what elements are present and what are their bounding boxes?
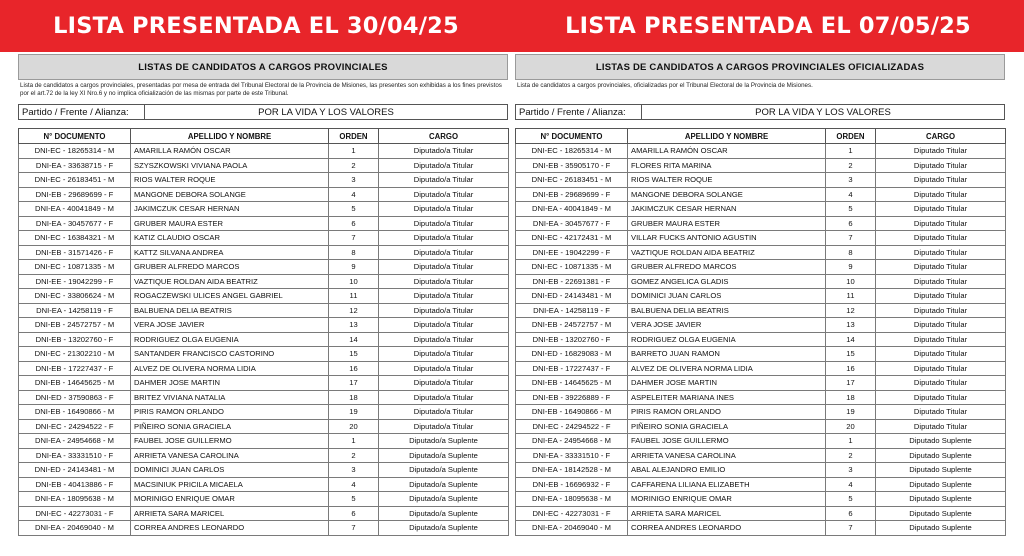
presented-list-panel [18,54,508,536]
table-header-row [19,129,509,144]
table-row [19,521,509,536]
column-header-documento: N° DOCUMENTO [516,129,628,144]
cell-cargo: Diputado Titular [876,361,1006,376]
cell-nombre: DOMINICI JUAN CARLOS [131,463,329,478]
cell-documento: DNI-EA - 33638715 - F [19,158,131,173]
cell-orden: 17 [826,376,876,391]
cell-nombre: ALVEZ DE OLIVERA NORMA LIDIA [628,361,826,376]
cell-nombre: JAKIMCZUK CESAR HERNAN [628,202,826,217]
cell-nombre: BARRETO JUAN RAMON [628,347,826,362]
cell-cargo: Diputado Titular [876,173,1006,188]
partido-label: Partido / Frente / Alianza: [19,105,145,119]
cell-nombre: PIÑEIRO SONIA GRACIELA [131,419,329,434]
table-row [516,477,1006,492]
cell-cargo: Diputado Suplente [876,477,1006,492]
cell-cargo: Diputado/a Suplente [379,521,509,536]
cell-cargo: Diputado Titular [876,419,1006,434]
cell-documento: DNI-EA - 14258119 - F [19,303,131,318]
table-row [19,463,509,478]
table-row [516,303,1006,318]
cell-nombre: RODRIGUEZ OLGA EUGENIA [628,332,826,347]
cell-nombre: VILLAR FUCKS ANTONIO AGUSTIN [628,231,826,246]
cell-documento: DNI-ED - 24143481 - M [516,289,628,304]
cell-cargo: Diputado Titular [876,260,1006,275]
cell-orden: 19 [329,405,379,420]
cell-orden: 5 [329,202,379,217]
cell-documento: DNI-EE - 19042299 - F [19,274,131,289]
right-candidates-table [515,128,1006,536]
cell-nombre: ARRIETA VANESA CAROLINA [628,448,826,463]
cell-cargo: Diputado/a Suplente [379,506,509,521]
cell-orden: 11 [826,289,876,304]
cell-nombre: DOMINICI JUAN CARLOS [628,289,826,304]
cell-documento: DNI-EB - 14645625 - M [516,376,628,391]
cell-cargo: Diputado Suplente [876,521,1006,536]
cell-orden: 2 [826,448,876,463]
cell-documento: DNI-EB - 14645625 - M [19,376,131,391]
table-row [516,376,1006,391]
cell-nombre: RIOS WALTER ROQUE [628,173,826,188]
cell-cargo: Diputado Titular [876,332,1006,347]
cell-cargo: Diputado Titular [876,231,1006,246]
cell-orden: 15 [826,347,876,362]
cell-nombre: KATTZ SILVANA ANDREA [131,245,329,260]
cell-orden: 18 [826,390,876,405]
cell-orden: 1 [826,144,876,159]
cell-cargo: Diputado Suplente [876,492,1006,507]
cell-orden: 3 [329,173,379,188]
cell-cargo: Diputado/a Titular [379,318,509,333]
cell-nombre: MORINIGO ENRIQUE OMAR [131,492,329,507]
cell-orden: 11 [329,289,379,304]
cell-orden: 17 [329,376,379,391]
cell-cargo: Diputado Suplente [876,506,1006,521]
table-row [516,245,1006,260]
cell-cargo: Diputado Titular [876,202,1006,217]
cell-cargo: Diputado/a Suplente [379,434,509,449]
table-row [19,158,509,173]
left-partido-row [18,104,508,120]
cell-orden: 9 [826,260,876,275]
cell-orden: 6 [826,506,876,521]
table-row [19,347,509,362]
cell-cargo: Diputado/a Titular [379,202,509,217]
cell-nombre: CAFFARENA LILIANA ELIZABETH [628,477,826,492]
cell-cargo: Diputado Titular [876,274,1006,289]
cell-cargo: Diputado/a Suplente [379,477,509,492]
cell-documento: DNI-EA - 30457677 - F [19,216,131,231]
cell-cargo: Diputado/a Titular [379,173,509,188]
cell-nombre: CORREA ANDRES LEONARDO [628,521,826,536]
cell-orden: 16 [826,361,876,376]
table-row [19,448,509,463]
table-row [516,390,1006,405]
cell-documento: DNI-EB - 17227437 - F [516,361,628,376]
table-row [19,434,509,449]
table-row [19,173,509,188]
cell-cargo: Diputado Titular [876,245,1006,260]
cell-documento: DNI-EB - 39226889 - F [516,390,628,405]
cell-documento: DNI-EB - 29689699 - F [516,187,628,202]
cell-orden: 7 [826,231,876,246]
cell-nombre: BRITEZ VIVIANA NATALIA [131,390,329,405]
cell-nombre: GRUBER MAURA ESTER [628,216,826,231]
cell-cargo: Diputado Titular [876,347,1006,362]
cell-documento: DNI-EC - 33806624 - M [19,289,131,304]
cell-orden: 5 [826,492,876,507]
right-banner-title: LISTA PRESENTADA EL 07/05/25 [565,13,971,39]
cell-nombre: GRUBER MAURA ESTER [131,216,329,231]
cell-documento: DNI-EB - 13202760 - F [19,332,131,347]
cell-documento: DNI-EC - 16384321 - M [19,231,131,246]
cell-orden: 7 [826,521,876,536]
cell-nombre: CORREA ANDRES LEONARDO [131,521,329,536]
cell-documento: DNI-EB - 16490866 - M [19,405,131,420]
cell-orden: 4 [826,477,876,492]
cell-orden: 20 [826,419,876,434]
cell-nombre: SZYSZKOWSKI VIVIANA PAOLA [131,158,329,173]
cell-documento: DNI-EA - 33331510 - F [19,448,131,463]
cell-cargo: Diputado Titular [876,390,1006,405]
cell-orden: 18 [329,390,379,405]
cell-documento: DNI-EB - 13202760 - F [516,332,628,347]
cell-documento: DNI-EC - 42273031 - F [516,506,628,521]
cell-orden: 14 [329,332,379,347]
table-row [516,463,1006,478]
cell-cargo: Diputado Titular [876,144,1006,159]
cell-documento: DNI-EC - 10871335 - M [19,260,131,275]
cell-orden: 13 [826,318,876,333]
cell-cargo: Diputado Suplente [876,448,1006,463]
table-row [516,202,1006,217]
cell-cargo: Diputado/a Titular [379,303,509,318]
table-row [19,274,509,289]
cell-orden: 19 [826,405,876,420]
cell-documento: DNI-EC - 26183451 - M [19,173,131,188]
cell-cargo: Diputado/a Titular [379,274,509,289]
cell-orden: 7 [329,231,379,246]
table-row [516,492,1006,507]
column-header-orden: ORDEN [329,129,379,144]
cell-nombre: VAZTIQUE ROLDAN AIDA BEATRIZ [131,274,329,289]
cell-documento: DNI-EA - 20469040 - M [516,521,628,536]
cell-cargo: Diputado Titular [876,303,1006,318]
cell-nombre: FAUBEL JOSE GUILLERMO [628,434,826,449]
cell-cargo: Diputado/a Titular [379,260,509,275]
header-banner [0,0,1024,52]
partido-value: POR LA VIDA Y LOS VALORES [258,106,394,118]
table-row [19,332,509,347]
left-panel-heading: LISTAS DE CANDIDATOS A CARGOS PROVINCIALES [18,54,508,80]
cell-documento: DNI-EA - 18142528 - M [516,463,628,478]
cell-nombre: PIRIS RAMON ORLANDO [628,405,826,420]
cell-documento: DNI-EB - 16696932 - F [516,477,628,492]
left-banner-title: LISTA PRESENTADA EL 30/04/25 [53,13,459,39]
cell-nombre: BALBUENA DELIA BEATRIS [628,303,826,318]
table-row [19,376,509,391]
cell-nombre: ARRIETA VANESA CAROLINA [131,448,329,463]
cell-nombre: GRUBER ALFREDO MARCOS [628,260,826,275]
cell-documento: DNI-EA - 14258119 - F [516,303,628,318]
table-row [516,448,1006,463]
cell-orden: 1 [826,434,876,449]
cell-cargo: Diputado/a Titular [379,231,509,246]
table-row [19,419,509,434]
right-panel-description: Lista de candidatos a cargos provinciales, oficializadas por el Tribunal Electoral de la Provincia de Misiones. [517,82,813,89]
cell-documento: DNI-EA - 18095638 - M [19,492,131,507]
cell-nombre: VERA JOSE JAVIER [628,318,826,333]
cell-documento: DNI-EA - 40041849 - M [516,202,628,217]
table-row [516,361,1006,376]
cell-cargo: Diputado Titular [876,187,1006,202]
cell-documento: DNI-EB - 17227437 - F [19,361,131,376]
right-partido-row [515,104,1005,120]
table-row [19,245,509,260]
cell-cargo: Diputado/a Titular [379,289,509,304]
cell-nombre: RIOS WALTER ROQUE [131,173,329,188]
cell-nombre: ALVEZ DE OLIVERA NORMA LIDIA [131,361,329,376]
cell-nombre: VAZTIQUE ROLDAN AIDA BEATRIZ [628,245,826,260]
cell-orden: 7 [329,521,379,536]
table-row [19,289,509,304]
cell-documento: DNI-EA - 33331510 - F [516,448,628,463]
cell-nombre: MACSINIUK PRICILA MICAELA [131,477,329,492]
table-row [19,144,509,159]
cell-cargo: Diputado/a Suplente [379,448,509,463]
cell-documento: DNI-EB - 35905170 - F [516,158,628,173]
cell-orden: 3 [826,463,876,478]
cell-nombre: AMARILLA RAMÓN OSCAR [628,144,826,159]
cell-orden: 6 [329,216,379,231]
table-row [516,434,1006,449]
right-panel-heading: LISTAS DE CANDIDATOS A CARGOS PROVINCIALES OFICIALIZADAS [515,54,1005,80]
cell-orden: 4 [329,187,379,202]
cell-orden: 3 [826,173,876,188]
cell-documento: DNI-ED - 24143481 - M [19,463,131,478]
cell-documento: DNI-EB - 31571426 - F [19,245,131,260]
cell-documento: DNI-EA - 24954668 - M [516,434,628,449]
cell-nombre: GOMEZ ANGELICA GLADIS [628,274,826,289]
table-row [19,492,509,507]
partido-value: POR LA VIDA Y LOS VALORES [755,106,891,118]
cell-orden: 5 [329,492,379,507]
cell-orden: 20 [329,419,379,434]
cell-documento: DNI-EC - 24294522 - F [516,419,628,434]
cell-documento: DNI-EB - 24572757 - M [516,318,628,333]
cell-orden: 12 [329,303,379,318]
left-candidates-table [18,128,509,536]
cell-cargo: Diputado/a Suplente [379,492,509,507]
cell-nombre: ARRIETA SARA MARICEL [628,506,826,521]
table-row [516,347,1006,362]
cell-cargo: Diputado Titular [876,289,1006,304]
cell-nombre: VERA JOSE JAVIER [131,318,329,333]
cell-orden: 16 [329,361,379,376]
cell-nombre: PIÑEIRO SONIA GRACIELA [628,419,826,434]
cell-documento: DNI-EA - 30457677 - F [516,216,628,231]
table-row [19,303,509,318]
cell-documento: DNI-EC - 21302210 - M [19,347,131,362]
table-row [516,231,1006,246]
cell-orden: 4 [329,477,379,492]
cell-cargo: Diputado Titular [876,216,1006,231]
partido-label: Partido / Frente / Alianza: [516,105,642,119]
table-row [516,289,1006,304]
cell-nombre: KATIZ CLAUDIO OSCAR [131,231,329,246]
table-row [516,187,1006,202]
cell-documento: DNI-EB - 40413886 - F [19,477,131,492]
column-header-documento: N° DOCUMENTO [19,129,131,144]
cell-cargo: Diputado/a Titular [379,187,509,202]
left-table-body [19,144,509,536]
cell-nombre: MANGONE DEBORA SOLANGE [628,187,826,202]
cell-nombre: ARRIETA SARA MARICEL [131,506,329,521]
cell-orden: 13 [329,318,379,333]
cell-cargo: Diputado/a Titular [379,376,509,391]
cell-documento: DNI-EC - 18265314 - M [516,144,628,159]
cell-documento: DNI-EA - 40041849 - M [19,202,131,217]
cell-documento: DNI-EA - 20469040 - M [19,521,131,536]
cell-cargo: Diputado Suplente [876,463,1006,478]
cell-orden: 6 [329,506,379,521]
cell-nombre: MANGONE DEBORA SOLANGE [131,187,329,202]
cell-orden: 2 [329,448,379,463]
cell-documento: DNI-EC - 42172431 - M [516,231,628,246]
table-row [516,158,1006,173]
cell-cargo: Diputado/a Titular [379,216,509,231]
cell-documento: DNI-EB - 29689699 - F [19,187,131,202]
cell-orden: 9 [329,260,379,275]
column-header-nombre: APELLIDO Y NOMBRE [628,129,826,144]
table-row [516,144,1006,159]
cell-documento: DNI-EE - 19042299 - F [516,245,628,260]
column-header-cargo: CARGO [379,129,509,144]
column-header-orden: ORDEN [826,129,876,144]
cell-cargo: Diputado/a Titular [379,405,509,420]
cell-cargo: Diputado/a Titular [379,347,509,362]
cell-documento: DNI-EA - 24954668 - M [19,434,131,449]
cell-nombre: MORINIGO ENRIQUE OMAR [628,492,826,507]
cell-documento: DNI-EC - 26183451 - M [516,173,628,188]
table-row [516,260,1006,275]
cell-orden: 6 [826,216,876,231]
table-row [516,318,1006,333]
cell-orden: 2 [826,158,876,173]
cell-orden: 4 [826,187,876,202]
cell-nombre: RODRIGUEZ OLGA EUGENIA [131,332,329,347]
official-list-panel [515,54,1005,536]
table-row [19,506,509,521]
table-row [19,361,509,376]
cell-nombre: ROGACZEWSKI ULICES ANGEL GABRIEL [131,289,329,304]
column-header-nombre: APELLIDO Y NOMBRE [131,129,329,144]
cell-orden: 1 [329,434,379,449]
cell-documento: DNI-EB - 24572757 - M [19,318,131,333]
table-row [19,202,509,217]
cell-nombre: DAHMER JOSE MARTIN [628,376,826,391]
table-row [516,506,1006,521]
cell-orden: 2 [329,158,379,173]
table-row [516,419,1006,434]
cell-cargo: Diputado/a Titular [379,419,509,434]
right-table-body [516,144,1006,536]
cell-documento: DNI-EC - 10871335 - M [516,260,628,275]
cell-orden: 15 [329,347,379,362]
table-row [19,187,509,202]
cell-documento: DNI-EA - 18095638 - M [516,492,628,507]
cell-nombre: ASPELEITER MARIANA INES [628,390,826,405]
cell-nombre: FLORES RITA MARINA [628,158,826,173]
cell-orden: 8 [329,245,379,260]
table-row [19,405,509,420]
cell-orden: 3 [329,463,379,478]
cell-nombre: DAHMER JOSE MARTIN [131,376,329,391]
table-row [19,216,509,231]
cell-orden: 5 [826,202,876,217]
cell-nombre: AMARILLA RAMÓN OSCAR [131,144,329,159]
cell-orden: 12 [826,303,876,318]
cell-cargo: Diputado/a Titular [379,390,509,405]
cell-documento: DNI-ED - 16829083 - M [516,347,628,362]
cell-orden: 1 [329,144,379,159]
cell-nombre: PIRIS RAMON ORLANDO [131,405,329,420]
cell-nombre: JAKIMCZUK CESAR HERNAN [131,202,329,217]
left-panel-description: Lista de candidatos a cargos provinciales, presentadas por mesa de entrada del Tribunal Electoral de la Provincia de Misiones, las presentes son exhibidas a los fines previstos por el art.72 de la ley XI Nro.6 y no implica oficialización de las mismas por parte de este Tribunal. [20,82,502,97]
cell-cargo: Diputado Suplente [876,434,1006,449]
cell-nombre: BALBUENA DELIA BEATRIS [131,303,329,318]
table-row [19,390,509,405]
column-header-cargo: CARGO [876,129,1006,144]
cell-documento: DNI-EC - 42273031 - F [19,506,131,521]
cell-documento: DNI-EC - 24294522 - F [19,419,131,434]
cell-cargo: Diputado Titular [876,158,1006,173]
table-row [516,216,1006,231]
table-row [19,477,509,492]
cell-nombre: FAUBEL JOSE GUILLERMO [131,434,329,449]
cell-nombre: ABAL ALEJANDRO EMILIO [628,463,826,478]
table-row [516,521,1006,536]
table-row [19,260,509,275]
table-row [19,318,509,333]
cell-documento: DNI-ED - 37590863 - F [19,390,131,405]
table-row [516,405,1006,420]
table-header-row [516,129,1006,144]
table-row [19,231,509,246]
cell-cargo: Diputado Titular [876,405,1006,420]
cell-nombre: SANTANDER FRANCISCO CASTORINO [131,347,329,362]
cell-documento: DNI-EB - 22691381 - F [516,274,628,289]
cell-cargo: Diputado/a Suplente [379,463,509,478]
table-row [516,173,1006,188]
cell-orden: 14 [826,332,876,347]
table-row [516,274,1006,289]
cell-cargo: Diputado/a Titular [379,158,509,173]
cell-cargo: Diputado/a Titular [379,332,509,347]
cell-documento: DNI-EC - 18265314 - M [19,144,131,159]
cell-orden: 10 [826,274,876,289]
cell-cargo: Diputado Titular [876,376,1006,391]
cell-documento: DNI-EB - 16490866 - M [516,405,628,420]
cell-cargo: Diputado/a Titular [379,144,509,159]
cell-cargo: Diputado/a Titular [379,245,509,260]
table-row [516,332,1006,347]
cell-nombre: GRUBER ALFREDO MARCOS [131,260,329,275]
cell-orden: 8 [826,245,876,260]
cell-cargo: Diputado/a Titular [379,361,509,376]
cell-orden: 10 [329,274,379,289]
cell-cargo: Diputado Titular [876,318,1006,333]
